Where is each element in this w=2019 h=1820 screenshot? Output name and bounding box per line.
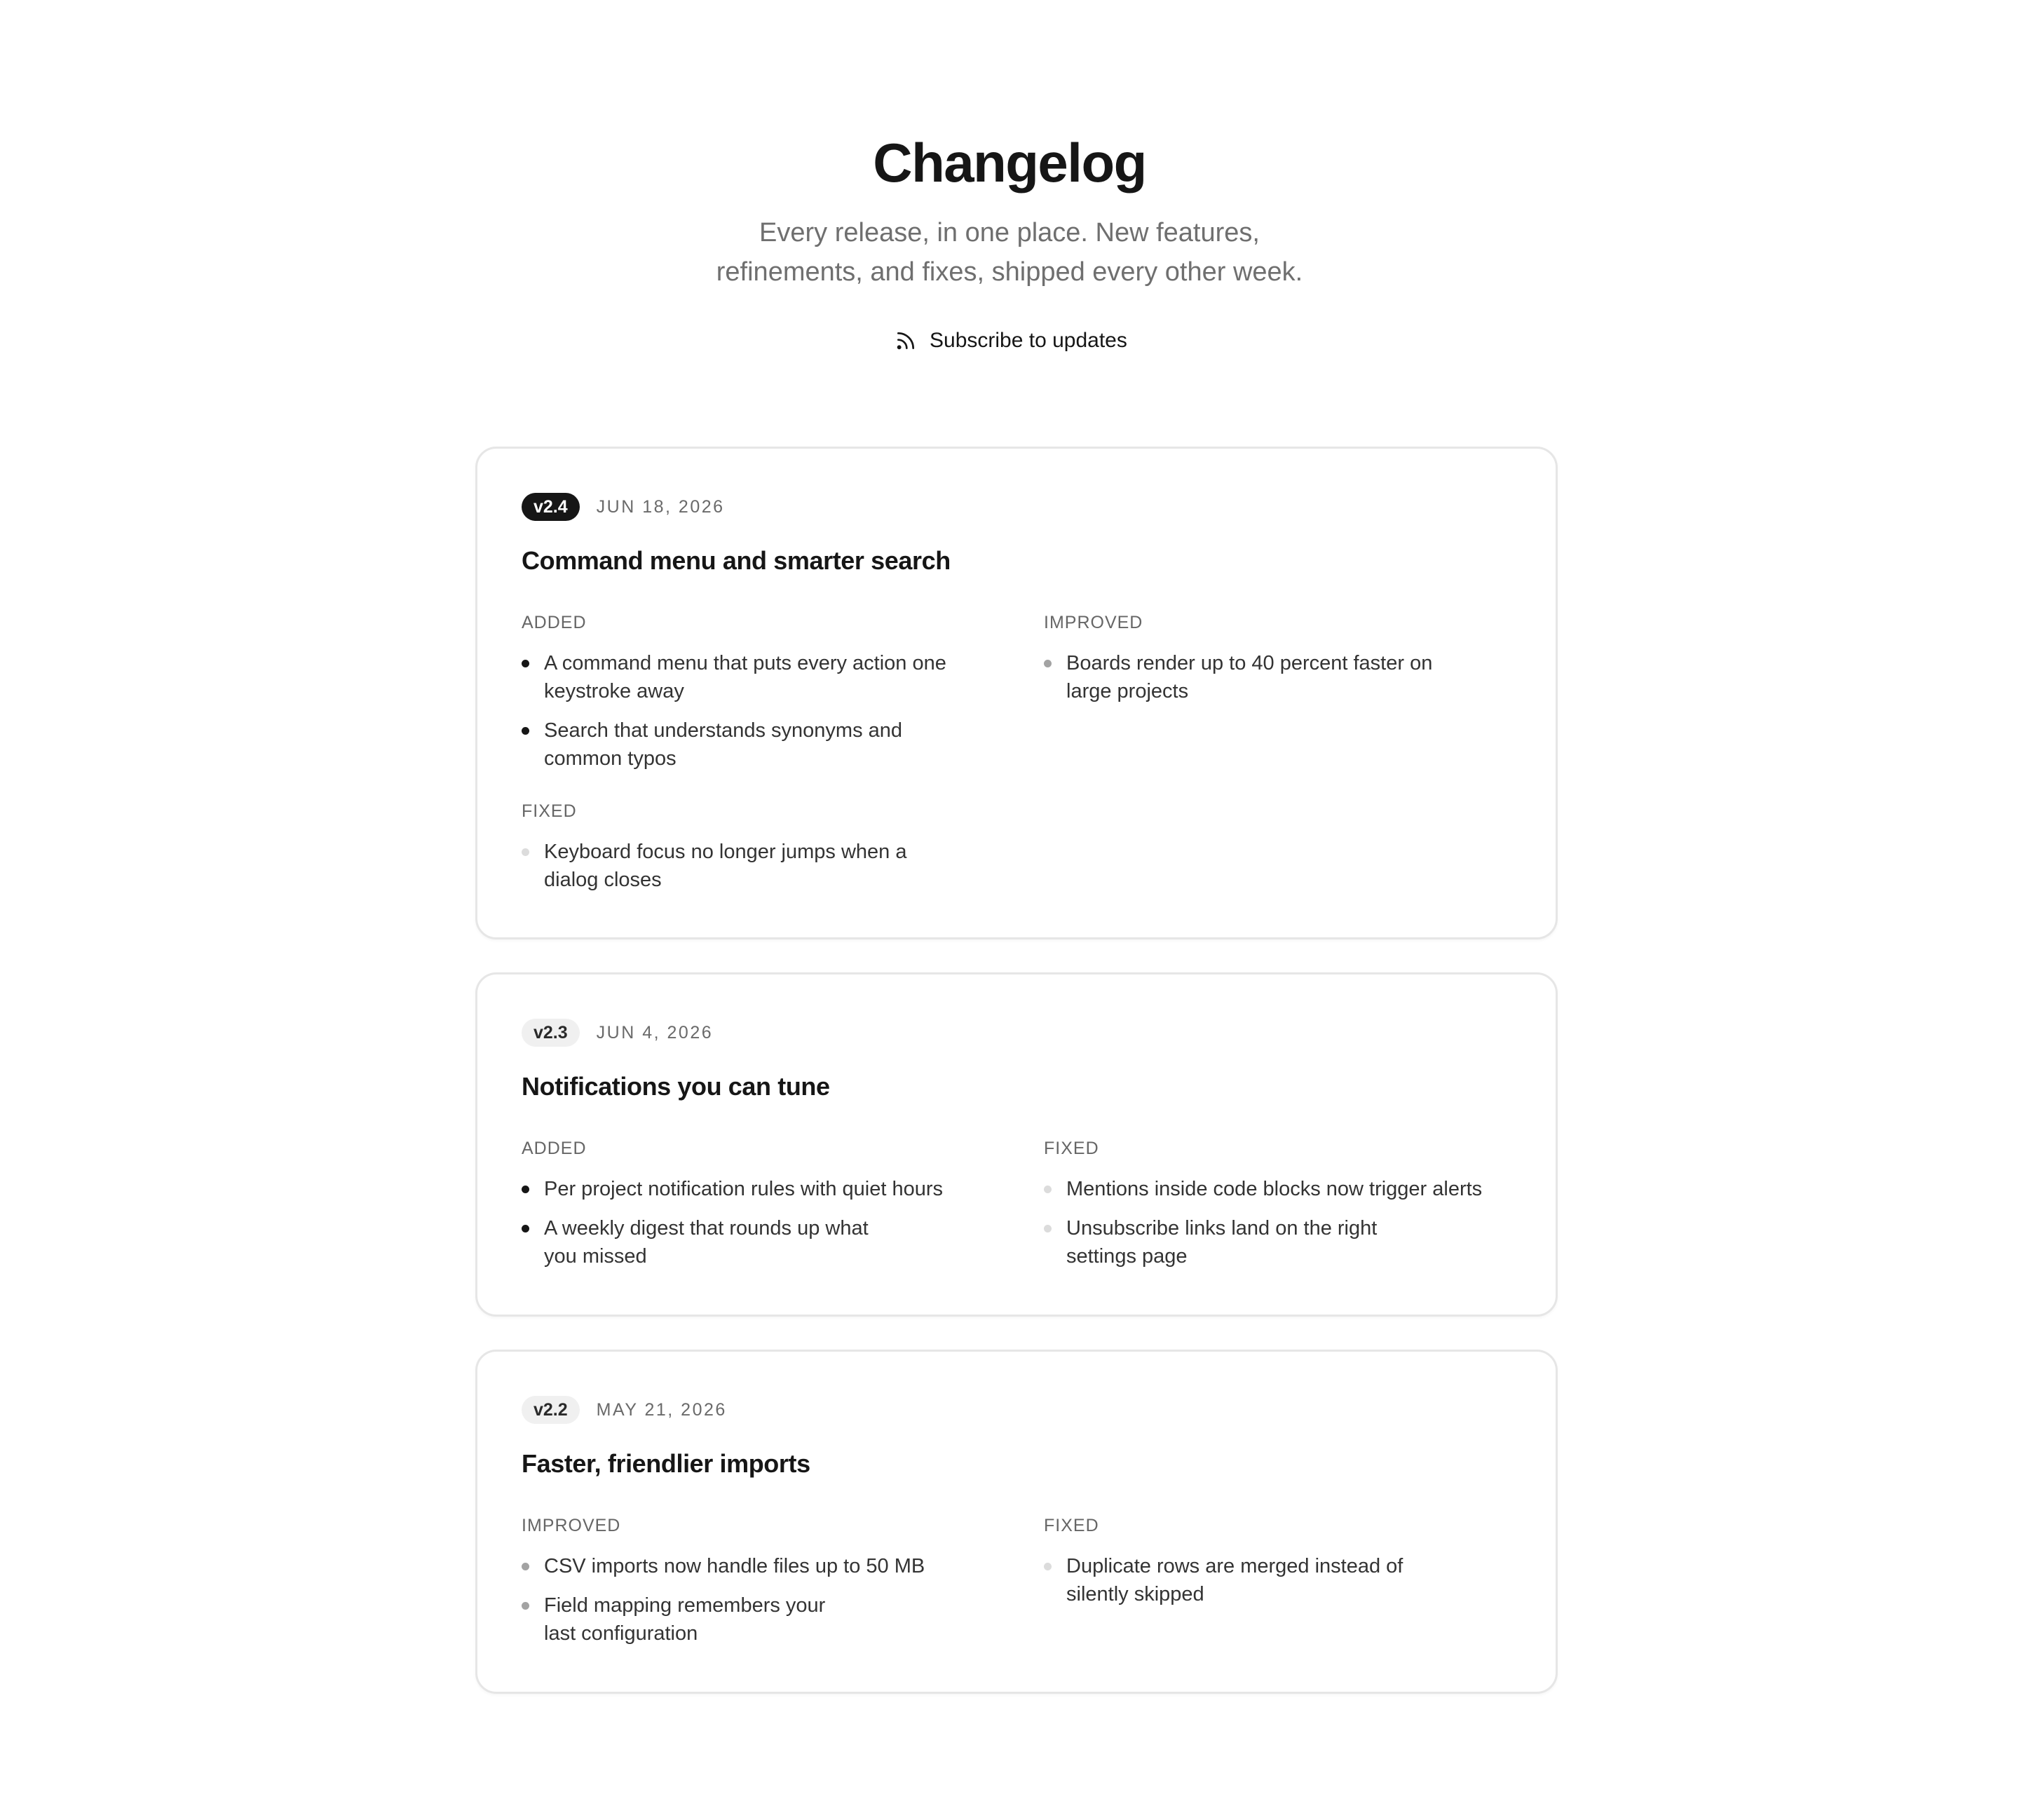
change-list	[522, 838, 1012, 894]
release-card	[475, 972, 1558, 1317]
change-text: settings page	[1066, 1245, 1188, 1268]
release-meta	[522, 1396, 727, 1424]
change-text: large projects	[1066, 680, 1189, 702]
version-badge: v2.2	[522, 1396, 580, 1424]
change-item	[1044, 1552, 1535, 1608]
change-text: A command menu that puts every action one	[544, 652, 946, 674]
release-date: MAY 21, 2026	[596, 1399, 727, 1420]
added-bullet-icon	[522, 660, 529, 667]
fixed-bullet-icon	[1044, 1225, 1052, 1232]
change-text: dialog closes	[544, 869, 662, 891]
change-text: Search that understands synonyms and	[544, 719, 903, 742]
release-meta	[522, 1019, 713, 1047]
change-text: keystroke away	[544, 680, 684, 702]
change-item	[522, 1175, 1012, 1203]
page-description	[659, 213, 1360, 292]
version-badge: v2.4	[522, 493, 580, 521]
change-text: Duplicate rows are merged instead of	[1066, 1555, 1403, 1577]
release-title: Notifications you can tune	[522, 1072, 830, 1101]
section-fixed	[522, 800, 1012, 905]
change-list	[522, 1552, 1012, 1648]
subscribe-link[interactable]	[895, 325, 1127, 356]
section-added	[522, 611, 1012, 784]
change-text: Per project notification rules with quiet hours	[544, 1178, 944, 1200]
change-list	[522, 1175, 1012, 1270]
release-card	[475, 1350, 1558, 1694]
section-label: FIXED	[522, 801, 577, 821]
release-meta	[522, 493, 725, 521]
section-label: FIXED	[1044, 1139, 1099, 1158]
rss-icon	[895, 330, 917, 352]
change-text: Mentions inside code blocks now trigger alerts	[1066, 1178, 1483, 1200]
change-item	[1044, 1175, 1535, 1203]
change-item	[522, 649, 1012, 705]
section-label: ADDED	[522, 613, 587, 632]
page-description-line-1: Every release, in one place. New features,	[759, 218, 1260, 247]
change-list	[1044, 1175, 1535, 1270]
section-added	[522, 1137, 1012, 1282]
improved-bullet-icon	[522, 1563, 529, 1570]
change-text: CSV imports now handle files up to 50 MB	[544, 1555, 925, 1577]
change-item	[522, 1214, 1012, 1270]
page-description-line-2: refinements, and fixes, shipped every other week.	[716, 257, 1303, 287]
release-date: JUN 4, 2026	[596, 1022, 714, 1043]
added-bullet-icon	[522, 1225, 529, 1232]
release-title: Command menu and smarter search	[522, 546, 951, 575]
change-item	[1044, 649, 1535, 705]
change-text: silently skipped	[1066, 1583, 1204, 1605]
fixed-bullet-icon	[1044, 1563, 1052, 1570]
change-item	[522, 1552, 1012, 1580]
release-card	[475, 447, 1558, 939]
section-improved	[522, 1514, 1012, 1659]
change-list	[1044, 1552, 1535, 1608]
added-bullet-icon	[522, 727, 529, 735]
subscribe-label: Subscribe to updates	[930, 329, 1127, 352]
improved-bullet-icon	[1044, 660, 1052, 667]
change-item	[1044, 1214, 1535, 1270]
change-text: common typos	[544, 747, 677, 770]
section-label: FIXED	[1044, 1516, 1099, 1535]
change-list	[522, 649, 1012, 773]
change-text: Unsubscribe links land on the right	[1066, 1217, 1378, 1240]
added-bullet-icon	[522, 1186, 529, 1193]
section-label: IMPROVED	[1044, 613, 1143, 632]
change-text: Boards render up to 40 percent faster on	[1066, 652, 1433, 674]
change-text: last configuration	[544, 1622, 698, 1645]
section-fixed	[1044, 1137, 1535, 1282]
release-title: Faster, friendlier imports	[522, 1449, 810, 1478]
change-text: you missed	[544, 1245, 647, 1268]
release-date: JUN 18, 2026	[596, 496, 725, 517]
version-badge: v2.3	[522, 1019, 580, 1047]
change-list	[1044, 649, 1535, 705]
improved-bullet-icon	[522, 1602, 529, 1610]
change-item	[522, 838, 1012, 894]
section-improved	[1044, 611, 1535, 717]
fixed-bullet-icon	[1044, 1186, 1052, 1193]
section-label: ADDED	[522, 1139, 587, 1158]
fixed-bullet-icon	[522, 848, 529, 856]
section-label: IMPROVED	[522, 1516, 621, 1535]
change-item	[522, 1591, 1012, 1648]
change-text: Field mapping remembers your	[544, 1594, 826, 1617]
page-title: Changelog	[873, 132, 1146, 193]
change-text: A weekly digest that rounds up what	[544, 1217, 869, 1240]
change-text: Keyboard focus no longer jumps when a	[544, 841, 907, 863]
section-fixed	[1044, 1514, 1535, 1619]
change-item	[522, 717, 1012, 773]
